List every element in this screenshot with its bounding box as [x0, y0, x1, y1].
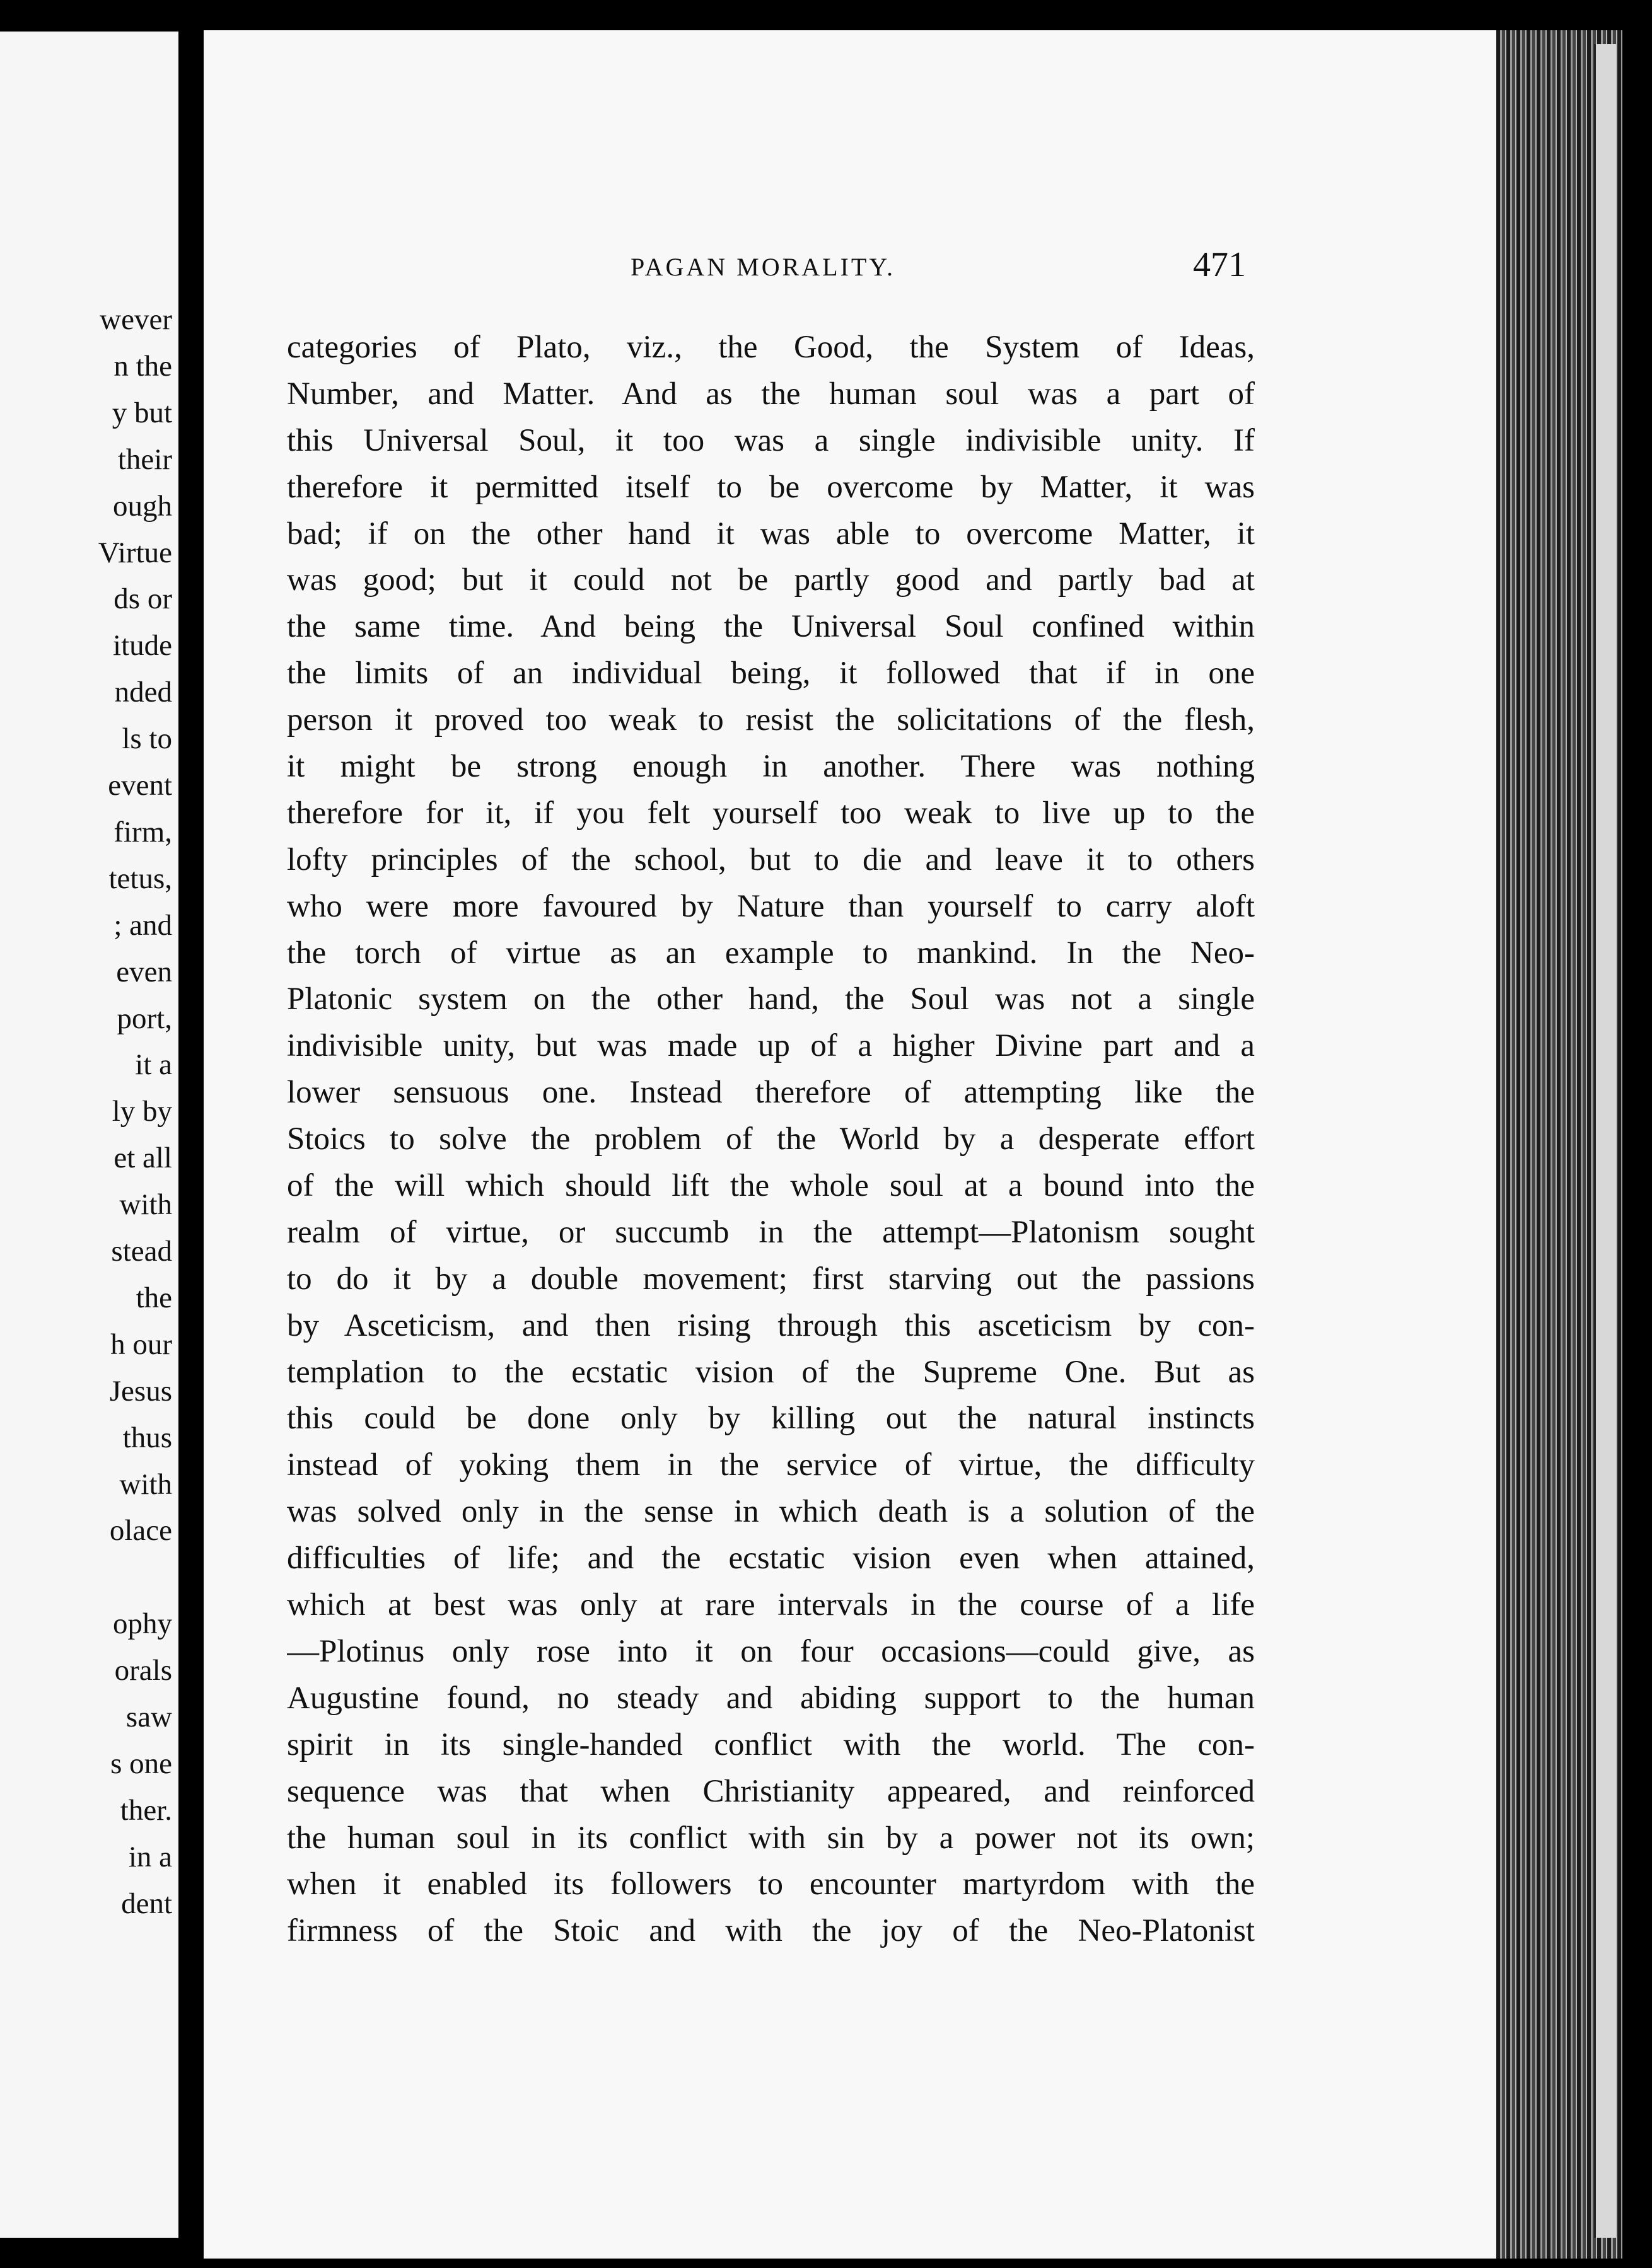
left-page-line: ther.	[120, 1793, 172, 1827]
book-gutter	[178, 0, 204, 2268]
text-line: indivisible unity, but was made up of a higher Divine part and a	[287, 1028, 1255, 1064]
left-page-line: orals	[114, 1654, 172, 1687]
left-page-line: saw	[125, 1701, 172, 1733]
left-page-line: et all	[113, 1142, 172, 1175]
left-page-line: ls to	[122, 722, 172, 756]
left-page-line: ophy	[113, 1607, 172, 1641]
text-line: firmness of the Stoic and with the joy of the Neo-Platonist	[287, 1913, 1255, 1949]
left-page-line: with	[119, 1188, 172, 1222]
left-page-line: firm,	[113, 815, 172, 848]
left-page-line: ; and	[113, 908, 172, 942]
left-page-line: ds or	[113, 582, 172, 616]
left-page-line: Virtue	[98, 536, 172, 569]
left-page-line: h our	[110, 1328, 172, 1361]
text-line: categories of Plato, viz., the Good, the System of Ideas,	[287, 330, 1255, 365]
text-line: therefore for it, if you felt yourself too weak to live up to the	[287, 795, 1255, 831]
left-page-line: port,	[117, 1002, 172, 1035]
left-page-line: n the	[113, 349, 172, 383]
left-page-line: olace	[109, 1514, 172, 1548]
page-edge-strip	[1594, 44, 1616, 2238]
left-page-line: stead	[111, 1235, 172, 1268]
left-page-line: the	[136, 1281, 172, 1314]
left-page-line: ough	[113, 489, 172, 523]
text-line: when it enabled its followers to encounter martyrdom with the	[287, 1866, 1255, 1902]
text-line: person it proved too weak to resist the solicitations of the flesh,	[287, 702, 1255, 738]
text-line: Number, and Matter. And as the human soul was a part of	[287, 376, 1255, 412]
left-page-line: it a	[135, 1048, 172, 1082]
left-page-line: in a	[128, 1840, 172, 1873]
page-number: 471	[1193, 245, 1246, 284]
body-text	[287, 325, 1255, 1955]
left-page-line: y but	[112, 396, 172, 429]
running-head: PAGAN MORALITY.	[631, 253, 896, 281]
text-line: —Plotinus only rose into it on four occasions—could give, as	[287, 1633, 1255, 1669]
text-line: to do it by a double movement; first starving out the passions	[287, 1261, 1255, 1297]
left-page-line: Jesus	[109, 1374, 172, 1408]
left-page-line: with	[119, 1467, 172, 1501]
text-line: was solved only in the sense in which death is a solution of the	[287, 1494, 1255, 1530]
text-line: which at best was only at rare intervals in the course of a life	[287, 1587, 1255, 1623]
text-line: therefore it permitted itself to be overcome by Matter, it was	[287, 469, 1255, 505]
text-line: it might be strong enough in another. There was nothing	[287, 749, 1255, 785]
left-page-line: wever	[100, 303, 172, 336]
left-page-line: s one	[110, 1747, 172, 1780]
text-line: was good; but it could not be partly good and partly bad at	[287, 562, 1255, 598]
text-line: who were more favoured by Nature than yourself to carry aloft	[287, 888, 1255, 924]
text-line: Augustine found, no steady and abiding support to the human	[287, 1680, 1255, 1716]
text-line: this could be done only by killing out the natural instincts	[287, 1401, 1255, 1437]
text-line: difficulties of life; and the ecstatic vision even when attained,	[287, 1541, 1255, 1577]
text-line: the human soul in its conflict with sin by a power not its own;	[287, 1820, 1255, 1856]
left-page-line: dent	[121, 1887, 172, 1920]
left-page-line: itude	[113, 629, 172, 662]
text-line: bad; if on the other hand it was able to overcome Matter, it	[287, 516, 1255, 552]
left-page-line: their	[117, 443, 172, 476]
left-page-line: event	[108, 769, 172, 802]
left-page-line: ly by	[112, 1095, 172, 1128]
text-line: lower sensuous one. Instead therefore of attempting like the	[287, 1075, 1255, 1111]
text-line: lofty principles of the school, but to die and leave it to others	[287, 842, 1255, 877]
text-line: Platonic system on the other hand, the Soul was not a single	[287, 981, 1255, 1017]
text-line: sequence was that when Christianity appeared, and reinforced	[287, 1773, 1255, 1809]
text-line: the same time. And being the Universal Soul confined within	[287, 609, 1255, 645]
left-page-line: tetus,	[108, 862, 172, 895]
text-line: templation to the ecstatic vision of the Supreme One. But as	[287, 1354, 1255, 1390]
text-line: the torch of virtue as an example to mankind. In the Neo-	[287, 935, 1255, 971]
text-line: instead of yoking them in the service of virtue, the difficulty	[287, 1447, 1255, 1483]
left-facing-page	[0, 32, 178, 2238]
text-line: by Asceticism, and then rising through this asceticism by con-	[287, 1307, 1255, 1343]
left-page-line: even	[116, 955, 172, 988]
left-page-line: thus	[122, 1421, 172, 1454]
text-line: Stoics to solve the problem of the World by a desperate effort	[287, 1121, 1255, 1157]
text-line: realm of virtue, or succumb in the attempt—Platonism sought	[287, 1214, 1255, 1250]
left-page-line: nded	[114, 676, 172, 709]
text-line: spirit in its single-handed conflict with the world. The con-	[287, 1727, 1255, 1762]
text-line: this Universal Soul, it too was a single indivisible unity. If	[287, 422, 1255, 458]
text-line: the limits of an individual being, it followed that if in one	[287, 656, 1255, 691]
text-line: of the will which should lift the whole soul at a bound into the	[287, 1168, 1255, 1204]
